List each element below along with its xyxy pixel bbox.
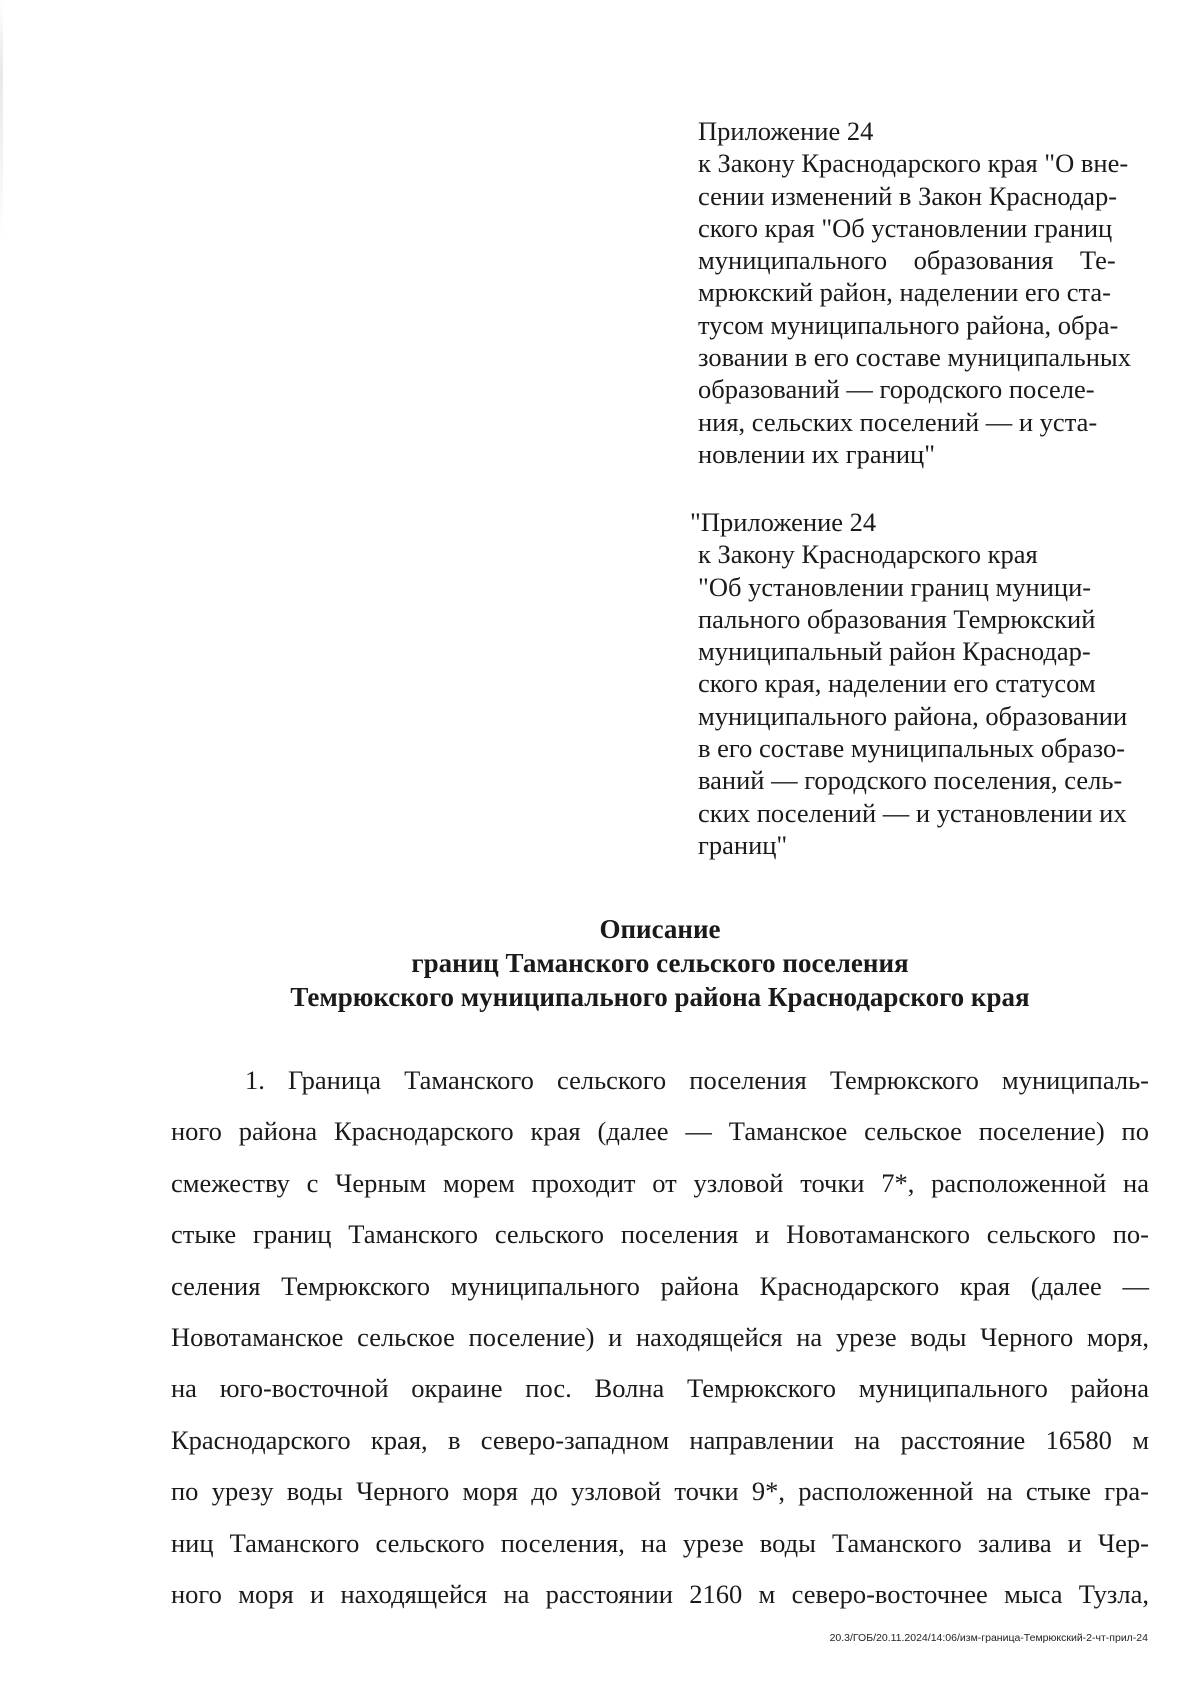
body-line: ного моря и находящейся на расстоянии 2160 м северо-восточнее мыса Тузла,	[171, 1579, 1149, 1610]
title-line-district: Темрюкского муниципального района Краснодарского края	[290, 982, 1030, 1012]
body-line: ниц Таманского сельского поселения, на урезе воды Таманского залива и Чер-	[171, 1527, 1149, 1558]
appendix-amendment-caption: Приложение 24	[698, 116, 874, 146]
body-line: Новотаманское сельское поселение) и находящейся на урезе воды Черного моря,	[171, 1322, 1149, 1353]
body-line: ного района Краснодарского края (далее — Таманское сельское поселение) по	[171, 1116, 1149, 1147]
appendix-amendment-line: зовании в его составе муниципальных	[698, 342, 1131, 373]
document-title	[180, 912, 1140, 1014]
appendix-original-line: пального образования Темрюкский	[698, 603, 1096, 634]
body-line: на юго-восточной окраине пос. Волна Темрюкского муниципального района	[171, 1373, 1149, 1404]
title-line-subject: границ Таманского сельского поселения	[411, 948, 909, 978]
body-line: смежеству с Черным морем проходит от узловой точки 7*, расположенной на	[171, 1167, 1149, 1198]
appendix-original-line: ского края, наделении его статусом	[698, 668, 1096, 699]
appendix-amendment-line: ния, сельских поселений — и уста-	[698, 406, 1098, 437]
appendix-original-line: ских поселений — и установлении их	[698, 797, 1127, 828]
appendix-original-block	[690, 506, 1154, 861]
body-line: Краснодарского края, в северо-западном направлении на расстояние 16580 м	[171, 1424, 1149, 1455]
appendix-original-caption: "Приложение 24	[690, 507, 877, 537]
body-line: стыке границ Таманского сельского поселения и Новотаманского сельского по-	[171, 1219, 1149, 1250]
body-line: по урезу воды Черного моря до узловой точки 9*, расположенной на стыке гра-	[171, 1476, 1149, 1507]
appendix-amendment-line: тусом муниципального района, обра-	[698, 309, 1119, 340]
appendix-amendment-line: муниципального образования Те-	[698, 245, 1116, 276]
appendix-original-line: к Закону Краснодарского края	[698, 539, 1038, 570]
body-line: 1. Граница Таманского сельского поселения Темрюкского муниципаль-	[245, 1065, 1149, 1095]
appendix-original-line: муниципальный район Краснодар-	[698, 636, 1091, 667]
appendix-amendment-line: мрюкский район, наделении его ста-	[698, 277, 1111, 308]
appendix-amendment-block	[698, 115, 1160, 470]
document-footer-code: 20.3/ГОБ/20.11.2024/14:06/изм-граница-Темрюкский-2-чт-прил-24	[829, 1632, 1148, 1644]
appendix-original-line: в его составе муниципальных образо-	[698, 733, 1126, 764]
appendix-original-line: муниципального района, образовании	[698, 700, 1128, 731]
body-paragraph	[171, 1055, 1149, 1620]
scan-edge	[0, 0, 3, 240]
title-line-heading: Описание	[599, 914, 721, 944]
appendix-original-line: ваний — городского поселения, сель-	[698, 765, 1123, 796]
appendix-amendment-line: к Закону Краснодарского края "О вне-	[698, 148, 1129, 179]
appendix-amendment-line: новлении их границ"	[698, 438, 936, 469]
appendix-amendment-line: сении изменений в Закон Краснодар-	[698, 180, 1118, 211]
appendix-original-line: границ"	[698, 829, 788, 860]
body-line: селения Темрюкского муниципального района Краснодарского края (далее —	[171, 1270, 1149, 1301]
appendix-amendment-line: образований — городского поселе-	[698, 374, 1095, 405]
appendix-amendment-line: ского края "Об установлении границ	[698, 212, 1113, 243]
appendix-original-line: "Об установлении границ муници-	[698, 571, 1092, 602]
